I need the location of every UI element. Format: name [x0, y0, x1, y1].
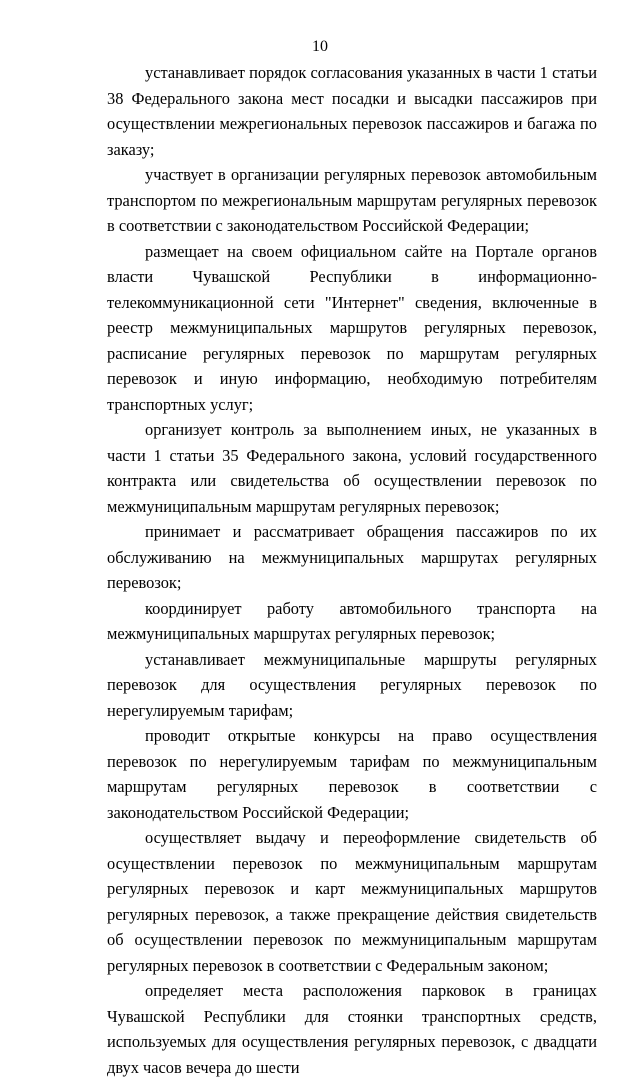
- paragraph: проводит открытые конкурсы на право осуществления перевозок по нерегулируемым тарифам по межмуниципальным маршрутам регулярных перевозок в соответствии с законодательством Российской Федерации;: [107, 726, 597, 822]
- paragraph: организует контроль за выполнением иных, не указанных в части 1 статьи 35 Федерального закона, условий государственного контракта или свидетельства об осуществлении перевозок по межмуниципальным маршрутам регулярных перевозок;: [107, 420, 597, 516]
- paragraph: размещает на своем официальном сайте на Портале органов власти Чувашской Республики в информационно-телекоммуникационной сети "Интернет" сведения, включенные в реестр межмуниципальных маршрутов регулярных перевозок, расписание регулярных перевозок по маршрутам регулярных перевозок и иную информацию, необходимую потребителям транспортных услуг;: [107, 241, 597, 414]
- paragraph: участвует в организации регулярных перевозок автомобильным транспортом по межрегиональным маршрутам регулярных перевозок в соответствии с законодательством Российской Федерации;: [107, 165, 597, 235]
- paragraph: устанавливает порядок согласования указанных в части 1 статьи 38 Федерального закона мест посадки и высадки пассажиров при осуществлении межрегиональных перевозок пассажиров и багажа по заказу;: [107, 63, 597, 159]
- paragraph: определяет места расположения парковок в границах Чувашской Республики для стоянки транспортных средств, используемых для осуществления регулярных перевозок, с двадцати двух часов вечера до шести: [107, 981, 597, 1077]
- page-number: 10: [312, 38, 328, 55]
- paragraph: принимает и рассматривает обращения пассажиров по их обслуживанию на межмуниципальных маршрутах регулярных перевозок;: [107, 522, 597, 592]
- paragraph: устанавливает межмуниципальные маршруты регулярных перевозок для осуществления регулярных перевозок по нерегулируемым тарифам;: [107, 649, 597, 720]
- paragraph: координирует работу автомобильного транспорта на межмуниципальных маршрутах регулярных перевозок;: [107, 598, 597, 643]
- document-body: [107, 60, 597, 1080]
- paragraph: осуществляет выдачу и переоформление свидетельств об осуществлении перевозок по межмуниципальным маршрутам регулярных перевозок и карт межмуниципальных маршрутов регулярных перевозок, а также прекращение действия свидетельств об осуществлении перевозок по межмуниципальным маршрутам регулярных перевозок в соответствии с Федеральным законом;: [107, 828, 597, 975]
